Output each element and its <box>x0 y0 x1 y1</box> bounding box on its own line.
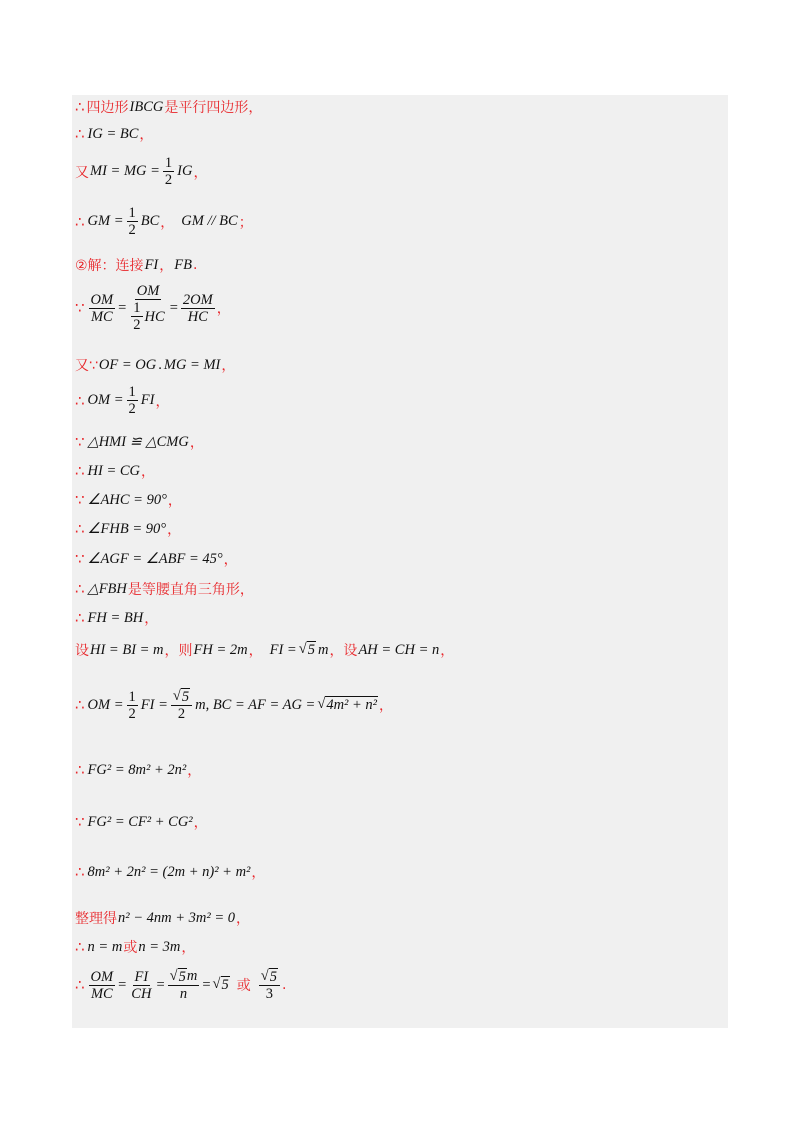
math: FI <box>140 392 155 408</box>
line-pythagoras <box>75 812 208 832</box>
text: ，设 <box>329 643 358 659</box>
math: IG = BC <box>87 125 139 142</box>
line-of-og <box>75 355 235 375</box>
text: ②解：连接 <box>75 258 144 274</box>
therefore-symbol: ∴ <box>75 462 85 480</box>
because-symbol: ∵ <box>75 491 85 509</box>
line-om-expression <box>75 688 393 722</box>
math: 8m² + 2n² = (2m + n)² + m² <box>87 863 251 880</box>
text: ， <box>139 127 154 143</box>
line-fh-bh <box>75 608 158 628</box>
equals: = <box>202 976 211 993</box>
fraction: $\frac{1}{2}$ <box>128 384 136 417</box>
text: ， <box>181 940 196 956</box>
text: 或 <box>123 940 138 956</box>
therefore-symbol: ∴ <box>75 520 85 538</box>
line-hi-cg <box>75 461 155 481</box>
line-equation <box>75 862 265 882</box>
fraction: $\frac{1}{2}$ <box>128 688 136 722</box>
therefore-symbol: ∴ <box>75 761 85 779</box>
therefore-symbol: ∴ <box>75 391 85 410</box>
fraction: $\frac{1}{2}$ <box>128 205 136 238</box>
math: m <box>317 641 329 658</box>
math: OM = <box>87 696 124 713</box>
therefore-symbol: ∴ <box>75 125 85 143</box>
math: GM // BC <box>181 213 238 229</box>
text: ， <box>193 815 208 831</box>
text: ； <box>238 214 253 231</box>
fraction: $\frac{1}{2}$ <box>164 155 173 188</box>
text: ， <box>236 911 250 927</box>
equals: = <box>156 976 165 993</box>
line-congruent <box>75 432 204 452</box>
therefore-symbol: ∴ <box>75 98 85 116</box>
text: ， <box>193 164 208 181</box>
line-angle-fhb <box>75 519 181 539</box>
math: n = 3m <box>138 938 181 955</box>
therefore-symbol: ∴ <box>75 863 85 881</box>
line-isoceles <box>75 579 254 599</box>
text: 又∵ <box>75 358 98 374</box>
text: . <box>192 257 198 273</box>
math: OF = OG <box>98 356 157 373</box>
math: OM = <box>87 392 124 408</box>
therefore-symbol: ∴ <box>75 212 85 231</box>
line-om-mc-ratio <box>75 283 231 333</box>
line-parallelogram <box>75 97 262 117</box>
math: MI = MG = <box>90 163 160 179</box>
math: △HMI ≌ △CMG <box>87 433 189 450</box>
text: 又 <box>75 164 89 181</box>
math: △FBH <box>87 580 127 597</box>
math: FI = <box>140 696 168 713</box>
text: 设 <box>75 643 89 659</box>
fraction: √ 5 m n <box>169 968 198 1002</box>
math: HI = BI = m <box>90 641 164 658</box>
math: IBCG <box>129 98 164 115</box>
fraction: $\frac{OM}{MC}$ <box>90 968 114 1002</box>
text: 整理得 <box>75 911 117 927</box>
fraction: √ 5 2 <box>171 688 192 722</box>
math: FH = BH <box>87 609 144 626</box>
text: 四边形 <box>86 100 129 116</box>
because-symbol: ∵ <box>75 433 85 451</box>
because-symbol: ∵ <box>75 550 85 568</box>
line-angle-agf <box>75 549 238 569</box>
text: ， <box>141 464 156 480</box>
text: ， <box>159 258 174 274</box>
math: BC <box>140 213 160 229</box>
text: ， <box>155 393 170 410</box>
fraction: $\frac{OM}{MC}$ <box>90 291 114 325</box>
text: 是等腰直角三角形， <box>127 582 254 598</box>
because-symbol: ∵ <box>75 813 85 831</box>
line-ig-eq-bc <box>75 124 153 144</box>
line-fg-squared <box>75 760 201 780</box>
text: 或 <box>236 978 251 994</box>
text: ， <box>167 493 182 509</box>
text: ， <box>144 611 159 627</box>
line-connect <box>75 255 197 275</box>
text: ， <box>187 763 202 779</box>
math: m, BC = AF = AG = <box>195 696 316 713</box>
sqrt: √ 5 <box>298 641 315 658</box>
therefore-symbol: ∴ <box>75 696 85 714</box>
line-om-half-fi <box>75 384 169 417</box>
text: ， <box>167 522 182 538</box>
therefore-symbol: ∴ <box>75 976 85 994</box>
fraction: OM 1 2 HC <box>133 283 165 333</box>
text: ， <box>221 358 236 374</box>
math: AH = CH = n <box>358 641 440 658</box>
math: FB <box>174 256 192 273</box>
therefore-symbol: ∴ <box>75 609 85 627</box>
text: ， <box>160 214 175 231</box>
math: MG = MI <box>163 356 221 373</box>
math: FI = <box>269 641 297 658</box>
math: FG² = CF² + CG² <box>87 813 193 830</box>
because-symbol: ∵ <box>75 299 85 317</box>
text: ， <box>248 643 263 659</box>
equals: = <box>169 299 178 316</box>
therefore-symbol: ∴ <box>75 580 85 598</box>
equals: = <box>118 976 127 993</box>
text: . <box>281 977 287 993</box>
math: IG <box>177 163 193 179</box>
therefore-symbol: ∴ <box>75 938 85 956</box>
line-mi-mg <box>75 155 207 188</box>
text: ， <box>216 301 231 317</box>
math: FH = 2m <box>193 641 248 658</box>
math: ∠AHC = 90° <box>87 491 167 508</box>
line-let-m-n <box>75 640 454 660</box>
line-gm-half-bc <box>75 205 253 238</box>
math: FG² = 8m² + 2n² <box>87 761 187 778</box>
text: ， <box>379 698 394 714</box>
line-simplify <box>75 908 250 928</box>
line-final-ratio <box>75 968 286 1002</box>
sqrt: √ 4m² + n² <box>317 696 378 713</box>
math: n = m <box>87 938 123 955</box>
text: ， <box>251 865 266 881</box>
line-angle-ahc <box>75 490 182 510</box>
fraction: √ 5 3 <box>259 968 280 1002</box>
text: . <box>158 356 162 373</box>
equals: = <box>118 299 127 316</box>
text: ， <box>223 552 238 568</box>
text: ， <box>440 643 455 659</box>
text: ， <box>189 435 204 451</box>
math: GM = <box>87 213 124 229</box>
text: ，则 <box>164 643 193 659</box>
math: n² − 4nm + 3m² = 0 <box>118 909 235 926</box>
text: 是平行四边形， <box>164 100 263 116</box>
math: ∠FHB = 90° <box>87 520 167 537</box>
math: HI = CG <box>87 462 141 479</box>
math: ∠AGF = ∠ABF = 45° <box>87 550 223 567</box>
line-solutions <box>75 937 195 957</box>
math: FI <box>144 256 159 273</box>
fraction: $\frac{FI}{CH}$ <box>131 968 152 1002</box>
fraction: $\frac{2OM}{HC}$ <box>182 291 213 325</box>
sqrt: √ 5 <box>212 976 229 993</box>
